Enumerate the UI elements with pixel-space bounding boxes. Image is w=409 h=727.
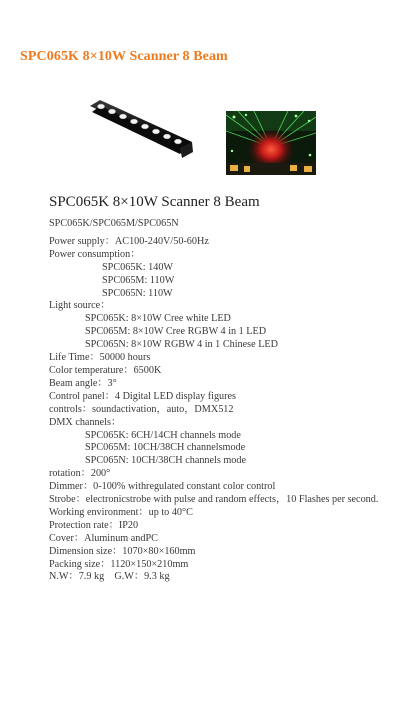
spec-weight: N.W：7.9 kg G.W：9.3 kg <box>49 571 170 583</box>
spec-light-m: SPC065M: 8×10W Cree RGBW 4 in 1 LED <box>85 326 267 338</box>
spec-light-k: SPC065K: 8×10W Cree white LED <box>85 313 231 325</box>
spec-power-n: SPC065N: 110W <box>102 287 173 299</box>
spec-working-environment: Working environment：up to 40°C <box>49 506 193 518</box>
stage-effect-image <box>226 111 316 175</box>
spec-strobe: Strobe：electronicstrobe with pulse and random effects，10 Flashes per second. <box>49 494 379 506</box>
spec-control-panel: Control panel：4 Digital LED display figures <box>49 390 237 402</box>
spec-dmx-n: SPC065N: 10CH/38CH channels mode <box>85 455 247 467</box>
spec-dmx-label: DMX channels： <box>49 416 122 428</box>
page-header-title: SPC065K 8×10W Scanner 8 Beam <box>20 49 228 64</box>
spec-list <box>49 218 389 584</box>
spec-dimension-size: Dimension size：1070×80×160mm <box>49 545 196 557</box>
spec-controls: controls：soundactivation，auto，DMX512 <box>49 403 234 415</box>
spec-power-consumption-label: Power consumption： <box>49 248 141 260</box>
spec-rotation: rotation：200° <box>49 468 111 480</box>
spec-packing-size: Packing size：1120×150×210mm <box>49 558 189 570</box>
spec-cover: Cover：Aluminum andPC <box>49 532 158 544</box>
spec-color-temperature: Color temperature：6500K <box>49 364 162 376</box>
spec-life-time: Life Time：50000 hours <box>49 352 151 364</box>
model-numbers: SPC065K/SPC065M/SPC065N <box>49 218 179 229</box>
product-title: SPC065K 8×10W Scanner 8 Beam <box>49 194 260 210</box>
spec-beam-angle: Beam angle：3° <box>49 377 117 389</box>
spec-power-supply: Power supply：AC100-240V/50-60Hz <box>49 235 209 247</box>
spec-light-n: SPC065N: 8×10W RGBW 4 in 1 Chinese LED <box>85 339 278 351</box>
spec-light-source-label: Light source： <box>49 300 111 312</box>
spec-dmx-m: SPC065M: 10CH/38CH channelsmode <box>85 442 246 454</box>
spec-protection-rate: Protection rate：IP20 <box>49 519 139 531</box>
spec-power-k: SPC065K: 140W <box>102 261 174 273</box>
spec-dimmer: Dimmer：0-100% withregulated constant color control <box>49 481 276 493</box>
spec-power-m: SPC065M: 110W <box>102 274 175 286</box>
product-image <box>88 98 194 158</box>
spec-dmx-k: SPC065K: 6CH/14CH channels mode <box>85 429 241 441</box>
